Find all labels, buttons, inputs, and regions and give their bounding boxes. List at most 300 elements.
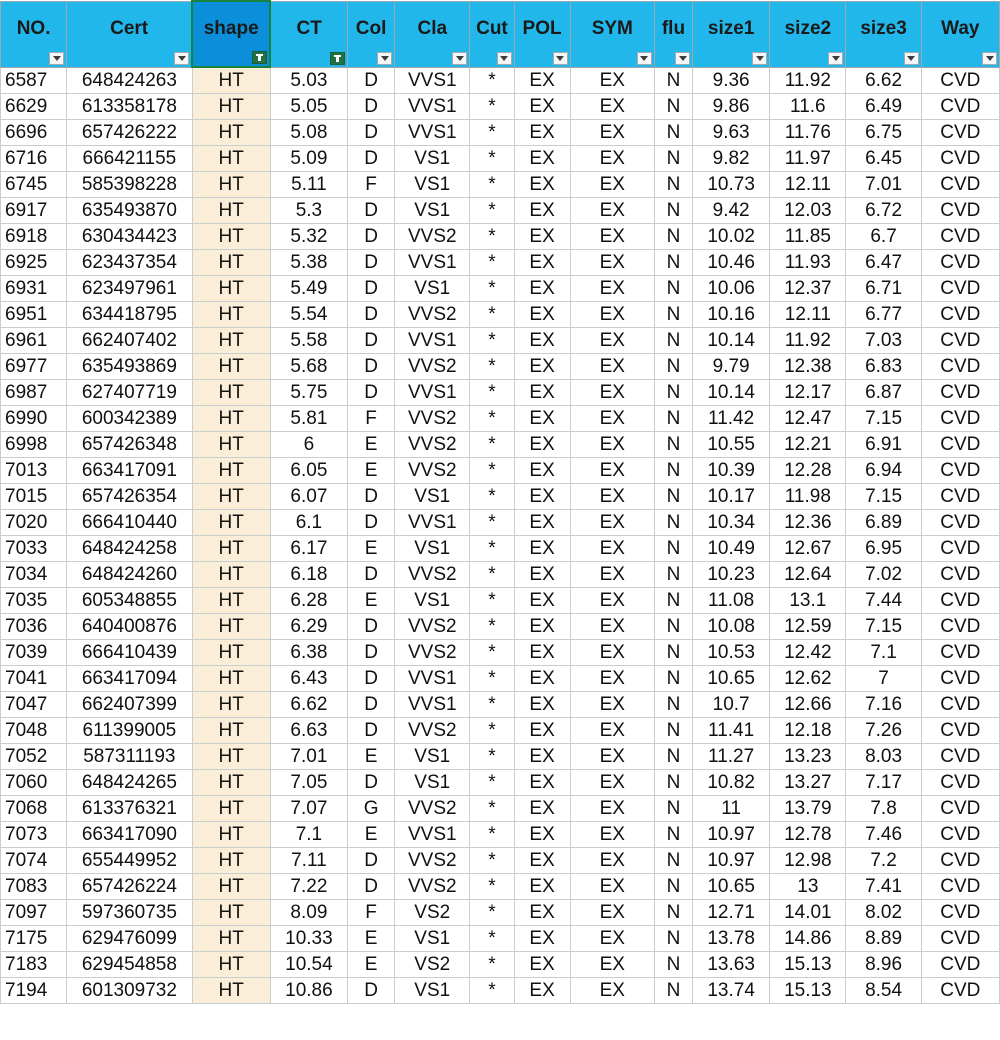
cell-flu[interactable]: N — [654, 666, 692, 692]
cell-size2[interactable]: 11.6 — [770, 94, 846, 120]
header-cell-ct[interactable] — [270, 1, 347, 67]
cell-flu[interactable]: N — [654, 588, 692, 614]
cell-size2[interactable]: 11.92 — [770, 67, 846, 94]
cell-size3[interactable]: 6.45 — [846, 146, 921, 172]
cell-col[interactable]: F — [348, 406, 395, 432]
cell-way[interactable]: CVD — [921, 198, 999, 224]
header-cell-way[interactable] — [921, 1, 999, 67]
cell-size2[interactable]: 14.86 — [770, 926, 846, 952]
cell-cut[interactable]: * — [470, 718, 514, 744]
cell-flu[interactable]: N — [654, 224, 692, 250]
cell-flu[interactable]: N — [654, 484, 692, 510]
cell-way[interactable]: CVD — [921, 822, 999, 848]
cell-size3[interactable]: 7.15 — [846, 614, 921, 640]
cell-size3[interactable]: 6.7 — [846, 224, 921, 250]
cell-no[interactable]: 7183 — [1, 952, 67, 978]
cell-no[interactable]: 6961 — [1, 328, 67, 354]
cell-sym[interactable]: EX — [570, 172, 654, 198]
table-row[interactable] — [1, 458, 1000, 484]
cell-way[interactable]: CVD — [921, 406, 999, 432]
table-row[interactable] — [1, 380, 1000, 406]
table-row[interactable] — [1, 562, 1000, 588]
cell-shape[interactable]: HT — [192, 900, 270, 926]
cell-shape[interactable]: HT — [192, 458, 270, 484]
table-row[interactable] — [1, 536, 1000, 562]
filter-dropdown-icon[interactable] — [49, 52, 64, 65]
cell-pol[interactable]: EX — [514, 926, 570, 952]
cell-flu[interactable]: N — [654, 926, 692, 952]
cell-no[interactable]: 7068 — [1, 796, 67, 822]
header-cell-size1[interactable] — [693, 1, 770, 67]
cell-way[interactable]: CVD — [921, 848, 999, 874]
table-row[interactable] — [1, 692, 1000, 718]
cell-size3[interactable]: 7.8 — [846, 796, 921, 822]
cell-size2[interactable]: 12.03 — [770, 198, 846, 224]
cell-col[interactable]: F — [348, 172, 395, 198]
table-row[interactable] — [1, 328, 1000, 354]
cell-ct[interactable]: 5.09 — [270, 146, 347, 172]
cell-size3[interactable]: 6.62 — [846, 67, 921, 94]
cell-way[interactable]: CVD — [921, 510, 999, 536]
cell-size3[interactable]: 6.77 — [846, 302, 921, 328]
cell-size1[interactable]: 10.34 — [693, 510, 770, 536]
cell-cut[interactable]: * — [470, 744, 514, 770]
cell-no[interactable]: 7047 — [1, 692, 67, 718]
table-row[interactable] — [1, 224, 1000, 250]
table-row[interactable] — [1, 640, 1000, 666]
cell-size3[interactable]: 6.49 — [846, 94, 921, 120]
cell-flu[interactable]: N — [654, 562, 692, 588]
cell-flu[interactable]: N — [654, 822, 692, 848]
cell-size2[interactable]: 12.66 — [770, 692, 846, 718]
cell-size1[interactable]: 11.08 — [693, 588, 770, 614]
cell-cla[interactable]: VVS2 — [395, 874, 470, 900]
cell-flu[interactable]: N — [654, 796, 692, 822]
cell-sym[interactable]: EX — [570, 978, 654, 1004]
cell-size2[interactable]: 12.47 — [770, 406, 846, 432]
cell-way[interactable]: CVD — [921, 952, 999, 978]
cell-way[interactable]: CVD — [921, 146, 999, 172]
cell-shape[interactable]: HT — [192, 848, 270, 874]
cell-size2[interactable]: 13.27 — [770, 770, 846, 796]
table-row[interactable] — [1, 302, 1000, 328]
cell-sym[interactable]: EX — [570, 406, 654, 432]
cell-pol[interactable]: EX — [514, 510, 570, 536]
cell-shape[interactable]: HT — [192, 614, 270, 640]
cell-ct[interactable]: 5.11 — [270, 172, 347, 198]
cell-cut[interactable]: * — [470, 380, 514, 406]
cell-size2[interactable]: 11.76 — [770, 120, 846, 146]
cell-size2[interactable]: 11.85 — [770, 224, 846, 250]
cell-size2[interactable]: 12.67 — [770, 536, 846, 562]
cell-size2[interactable]: 12.78 — [770, 822, 846, 848]
cell-size3[interactable]: 7 — [846, 666, 921, 692]
cell-pol[interactable]: EX — [514, 146, 570, 172]
cell-ct[interactable]: 7.1 — [270, 822, 347, 848]
cell-size3[interactable]: 7.2 — [846, 848, 921, 874]
filter-dropdown-icon[interactable] — [828, 52, 843, 65]
cell-size1[interactable]: 10.55 — [693, 432, 770, 458]
cell-shape[interactable]: HT — [192, 146, 270, 172]
cell-cla[interactable]: VVS2 — [395, 302, 470, 328]
cell-col[interactable]: E — [348, 744, 395, 770]
cell-sym[interactable]: EX — [570, 900, 654, 926]
cell-cert[interactable]: 657426354 — [67, 484, 192, 510]
cell-flu[interactable]: N — [654, 640, 692, 666]
cell-way[interactable]: CVD — [921, 276, 999, 302]
cell-ct[interactable]: 5.81 — [270, 406, 347, 432]
cell-size1[interactable]: 12.71 — [693, 900, 770, 926]
cell-no[interactable]: 7048 — [1, 718, 67, 744]
cell-size1[interactable]: 10.14 — [693, 328, 770, 354]
cell-col[interactable]: D — [348, 640, 395, 666]
cell-pol[interactable]: EX — [514, 224, 570, 250]
cell-pol[interactable]: EX — [514, 536, 570, 562]
cell-size3[interactable]: 8.96 — [846, 952, 921, 978]
cell-size3[interactable]: 8.03 — [846, 744, 921, 770]
cell-ct[interactable]: 6 — [270, 432, 347, 458]
cell-cla[interactable]: VVS2 — [395, 432, 470, 458]
cell-shape[interactable]: HT — [192, 770, 270, 796]
cell-size2[interactable]: 11.97 — [770, 146, 846, 172]
cell-cla[interactable]: VVS1 — [395, 692, 470, 718]
cell-col[interactable]: E — [348, 926, 395, 952]
cell-pol[interactable]: EX — [514, 588, 570, 614]
cell-way[interactable]: CVD — [921, 67, 999, 94]
cell-shape[interactable]: HT — [192, 120, 270, 146]
table-row[interactable] — [1, 848, 1000, 874]
cell-cla[interactable]: VVS1 — [395, 250, 470, 276]
cell-size2[interactable]: 12.37 — [770, 276, 846, 302]
cell-col[interactable]: D — [348, 328, 395, 354]
cell-cert[interactable]: 635493869 — [67, 354, 192, 380]
cell-flu[interactable]: N — [654, 354, 692, 380]
cell-way[interactable]: CVD — [921, 978, 999, 1004]
cell-sym[interactable]: EX — [570, 484, 654, 510]
cell-no[interactable]: 7034 — [1, 562, 67, 588]
cell-size1[interactable]: 13.63 — [693, 952, 770, 978]
cell-pol[interactable]: EX — [514, 328, 570, 354]
table-row[interactable] — [1, 744, 1000, 770]
cell-shape[interactable]: HT — [192, 744, 270, 770]
cell-size1[interactable]: 9.79 — [693, 354, 770, 380]
cell-sym[interactable]: EX — [570, 718, 654, 744]
cell-cla[interactable]: VVS1 — [395, 510, 470, 536]
cell-cla[interactable]: VS1 — [395, 484, 470, 510]
cell-shape[interactable]: HT — [192, 978, 270, 1004]
cell-size2[interactable]: 12.62 — [770, 666, 846, 692]
cell-cut[interactable]: * — [470, 588, 514, 614]
cell-size1[interactable]: 9.42 — [693, 198, 770, 224]
cell-way[interactable]: CVD — [921, 926, 999, 952]
cell-col[interactable]: E — [348, 822, 395, 848]
cell-way[interactable]: CVD — [921, 588, 999, 614]
cell-cla[interactable]: VVS1 — [395, 94, 470, 120]
cell-cert[interactable]: 635493870 — [67, 198, 192, 224]
cell-way[interactable]: CVD — [921, 380, 999, 406]
cell-size1[interactable]: 10.06 — [693, 276, 770, 302]
cell-size1[interactable]: 10.08 — [693, 614, 770, 640]
cell-ct[interactable]: 6.05 — [270, 458, 347, 484]
cell-ct[interactable]: 5.54 — [270, 302, 347, 328]
cell-pol[interactable]: EX — [514, 172, 570, 198]
filter-active-icon[interactable] — [252, 51, 267, 64]
cell-no[interactable]: 7083 — [1, 874, 67, 900]
cell-shape[interactable]: HT — [192, 250, 270, 276]
cell-size2[interactable]: 12.17 — [770, 380, 846, 406]
cell-pol[interactable]: EX — [514, 94, 570, 120]
cell-pol[interactable]: EX — [514, 640, 570, 666]
cell-col[interactable]: E — [348, 588, 395, 614]
cell-cert[interactable]: 657426222 — [67, 120, 192, 146]
cell-size1[interactable]: 11.42 — [693, 406, 770, 432]
cell-ct[interactable]: 7.05 — [270, 770, 347, 796]
cell-col[interactable]: D — [348, 120, 395, 146]
cell-size1[interactable]: 10.82 — [693, 770, 770, 796]
header-cell-flu[interactable] — [654, 1, 692, 67]
cell-ct[interactable]: 5.3 — [270, 198, 347, 224]
table-row[interactable] — [1, 198, 1000, 224]
header-cell-sym[interactable] — [570, 1, 654, 67]
cell-sym[interactable]: EX — [570, 198, 654, 224]
cell-sym[interactable]: EX — [570, 276, 654, 302]
cell-col[interactable]: G — [348, 796, 395, 822]
cell-sym[interactable]: EX — [570, 952, 654, 978]
cell-pol[interactable]: EX — [514, 562, 570, 588]
cell-sym[interactable]: EX — [570, 458, 654, 484]
cell-no[interactable]: 6987 — [1, 380, 67, 406]
cell-cla[interactable]: VVS2 — [395, 224, 470, 250]
cell-size1[interactable]: 11 — [693, 796, 770, 822]
cell-shape[interactable]: HT — [192, 952, 270, 978]
cell-pol[interactable]: EX — [514, 198, 570, 224]
cell-ct[interactable]: 5.58 — [270, 328, 347, 354]
cell-ct[interactable]: 5.75 — [270, 380, 347, 406]
cell-pol[interactable]: EX — [514, 978, 570, 1004]
cell-size3[interactable]: 6.89 — [846, 510, 921, 536]
cell-pol[interactable]: EX — [514, 822, 570, 848]
cell-size1[interactable]: 10.49 — [693, 536, 770, 562]
cell-flu[interactable]: N — [654, 328, 692, 354]
cell-col[interactable]: D — [348, 718, 395, 744]
cell-ct[interactable]: 10.33 — [270, 926, 347, 952]
cell-col[interactable]: D — [348, 484, 395, 510]
cell-col[interactable]: D — [348, 250, 395, 276]
cell-flu[interactable]: N — [654, 952, 692, 978]
filter-dropdown-icon[interactable] — [377, 52, 392, 65]
cell-pol[interactable]: EX — [514, 406, 570, 432]
cell-way[interactable]: CVD — [921, 328, 999, 354]
cell-flu[interactable]: N — [654, 250, 692, 276]
cell-sym[interactable]: EX — [570, 874, 654, 900]
cell-pol[interactable]: EX — [514, 848, 570, 874]
cell-no[interactable]: 7041 — [1, 666, 67, 692]
cell-ct[interactable]: 5.03 — [270, 67, 347, 94]
cell-col[interactable]: D — [348, 874, 395, 900]
filter-dropdown-icon[interactable] — [752, 52, 767, 65]
cell-flu[interactable]: N — [654, 900, 692, 926]
table-row[interactable] — [1, 718, 1000, 744]
cell-cut[interactable]: * — [470, 822, 514, 848]
cell-shape[interactable]: HT — [192, 510, 270, 536]
cell-flu[interactable]: N — [654, 406, 692, 432]
cell-cut[interactable]: * — [470, 562, 514, 588]
cell-col[interactable]: D — [348, 510, 395, 536]
table-row[interactable] — [1, 874, 1000, 900]
cell-size3[interactable]: 6.83 — [846, 354, 921, 380]
cell-flu[interactable]: N — [654, 874, 692, 900]
cell-pol[interactable]: EX — [514, 458, 570, 484]
cell-cut[interactable]: * — [470, 874, 514, 900]
cell-cut[interactable]: * — [470, 354, 514, 380]
cell-sym[interactable]: EX — [570, 354, 654, 380]
cell-way[interactable]: CVD — [921, 120, 999, 146]
cell-sym[interactable]: EX — [570, 562, 654, 588]
cell-way[interactable]: CVD — [921, 562, 999, 588]
cell-cla[interactable]: VVS2 — [395, 848, 470, 874]
cell-size2[interactable]: 12.28 — [770, 458, 846, 484]
cell-cla[interactable]: VS1 — [395, 770, 470, 796]
cell-size2[interactable]: 12.18 — [770, 718, 846, 744]
cell-size2[interactable]: 12.11 — [770, 172, 846, 198]
cell-size1[interactable]: 10.17 — [693, 484, 770, 510]
cell-shape[interactable]: HT — [192, 666, 270, 692]
cell-cla[interactable]: VS1 — [395, 198, 470, 224]
cell-no[interactable]: 7015 — [1, 484, 67, 510]
cell-col[interactable]: D — [348, 302, 395, 328]
cell-flu[interactable]: N — [654, 848, 692, 874]
cell-cut[interactable]: * — [470, 146, 514, 172]
cell-cut[interactable]: * — [470, 978, 514, 1004]
table-row[interactable] — [1, 510, 1000, 536]
cell-cert[interactable]: 657426224 — [67, 874, 192, 900]
cell-size2[interactable]: 12.98 — [770, 848, 846, 874]
cell-pol[interactable]: EX — [514, 484, 570, 510]
cell-shape[interactable]: HT — [192, 484, 270, 510]
cell-no[interactable]: 7020 — [1, 510, 67, 536]
cell-sym[interactable]: EX — [570, 692, 654, 718]
cell-shape[interactable]: HT — [192, 926, 270, 952]
cell-size1[interactable]: 10.97 — [693, 822, 770, 848]
cell-no[interactable]: 7052 — [1, 744, 67, 770]
cell-ct[interactable]: 6.38 — [270, 640, 347, 666]
cell-way[interactable]: CVD — [921, 458, 999, 484]
cell-ct[interactable]: 7.07 — [270, 796, 347, 822]
cell-no[interactable]: 7073 — [1, 822, 67, 848]
cell-flu[interactable]: N — [654, 510, 692, 536]
cell-cert[interactable]: 601309732 — [67, 978, 192, 1004]
cell-sym[interactable]: EX — [570, 380, 654, 406]
cell-size1[interactable]: 10.53 — [693, 640, 770, 666]
cell-size3[interactable]: 7.02 — [846, 562, 921, 588]
cell-cut[interactable]: * — [470, 120, 514, 146]
cell-size2[interactable]: 12.21 — [770, 432, 846, 458]
cell-cla[interactable]: VS2 — [395, 900, 470, 926]
cell-cert[interactable]: 648424260 — [67, 562, 192, 588]
cell-no[interactable]: 6587 — [1, 67, 67, 94]
cell-ct[interactable]: 6.63 — [270, 718, 347, 744]
cell-size2[interactable]: 13.23 — [770, 744, 846, 770]
header-cell-size3[interactable] — [846, 1, 921, 67]
cell-ct[interactable]: 5.32 — [270, 224, 347, 250]
filter-dropdown-icon[interactable] — [637, 52, 652, 65]
cell-pol[interactable]: EX — [514, 432, 570, 458]
cell-sym[interactable]: EX — [570, 614, 654, 640]
cell-cert[interactable]: 662407402 — [67, 328, 192, 354]
cell-size1[interactable]: 10.97 — [693, 848, 770, 874]
cell-cla[interactable]: VS1 — [395, 146, 470, 172]
cell-ct[interactable]: 8.09 — [270, 900, 347, 926]
cell-cla[interactable]: VS1 — [395, 744, 470, 770]
header-cell-no[interactable] — [1, 1, 67, 67]
cell-way[interactable]: CVD — [921, 640, 999, 666]
cell-size3[interactable]: 8.54 — [846, 978, 921, 1004]
cell-cut[interactable]: * — [470, 640, 514, 666]
cell-ct[interactable]: 7.01 — [270, 744, 347, 770]
cell-cut[interactable]: * — [470, 952, 514, 978]
cell-col[interactable]: D — [348, 562, 395, 588]
cell-ct[interactable]: 6.1 — [270, 510, 347, 536]
cell-no[interactable]: 7033 — [1, 536, 67, 562]
cell-size2[interactable]: 12.11 — [770, 302, 846, 328]
cell-pol[interactable]: EX — [514, 718, 570, 744]
cell-cla[interactable]: VS1 — [395, 926, 470, 952]
cell-ct[interactable]: 6.29 — [270, 614, 347, 640]
cell-size3[interactable]: 6.71 — [846, 276, 921, 302]
cell-cert[interactable]: 597360735 — [67, 900, 192, 926]
table-row[interactable] — [1, 172, 1000, 198]
cell-shape[interactable]: HT — [192, 562, 270, 588]
cell-shape[interactable]: HT — [192, 224, 270, 250]
cell-cut[interactable]: * — [470, 67, 514, 94]
table-row[interactable] — [1, 978, 1000, 1004]
cell-size3[interactable]: 6.95 — [846, 536, 921, 562]
cell-sym[interactable]: EX — [570, 328, 654, 354]
cell-no[interactable]: 6951 — [1, 302, 67, 328]
cell-way[interactable]: CVD — [921, 666, 999, 692]
cell-size3[interactable]: 6.72 — [846, 198, 921, 224]
table-row[interactable] — [1, 276, 1000, 302]
cell-size1[interactable]: 10.65 — [693, 874, 770, 900]
cell-shape[interactable]: HT — [192, 172, 270, 198]
cell-flu[interactable]: N — [654, 718, 692, 744]
table-row[interactable] — [1, 666, 1000, 692]
cell-shape[interactable]: HT — [192, 536, 270, 562]
cell-shape[interactable]: HT — [192, 796, 270, 822]
cell-sym[interactable]: EX — [570, 146, 654, 172]
cell-size1[interactable]: 9.63 — [693, 120, 770, 146]
cell-size3[interactable]: 7.03 — [846, 328, 921, 354]
cell-size2[interactable]: 15.13 — [770, 978, 846, 1004]
cell-cut[interactable]: * — [470, 796, 514, 822]
cell-way[interactable]: CVD — [921, 172, 999, 198]
cell-sym[interactable]: EX — [570, 224, 654, 250]
cell-ct[interactable]: 7.22 — [270, 874, 347, 900]
cell-way[interactable]: CVD — [921, 224, 999, 250]
cell-flu[interactable]: N — [654, 458, 692, 484]
cell-cert[interactable]: 666410440 — [67, 510, 192, 536]
header-cell-cert[interactable] — [67, 1, 192, 67]
cell-shape[interactable]: HT — [192, 354, 270, 380]
cell-cut[interactable]: * — [470, 770, 514, 796]
cell-flu[interactable]: N — [654, 172, 692, 198]
cell-cert[interactable]: 666410439 — [67, 640, 192, 666]
cell-cert[interactable]: 663417091 — [67, 458, 192, 484]
cell-shape[interactable]: HT — [192, 67, 270, 94]
table-row[interactable] — [1, 614, 1000, 640]
cell-col[interactable]: D — [348, 276, 395, 302]
cell-way[interactable]: CVD — [921, 302, 999, 328]
